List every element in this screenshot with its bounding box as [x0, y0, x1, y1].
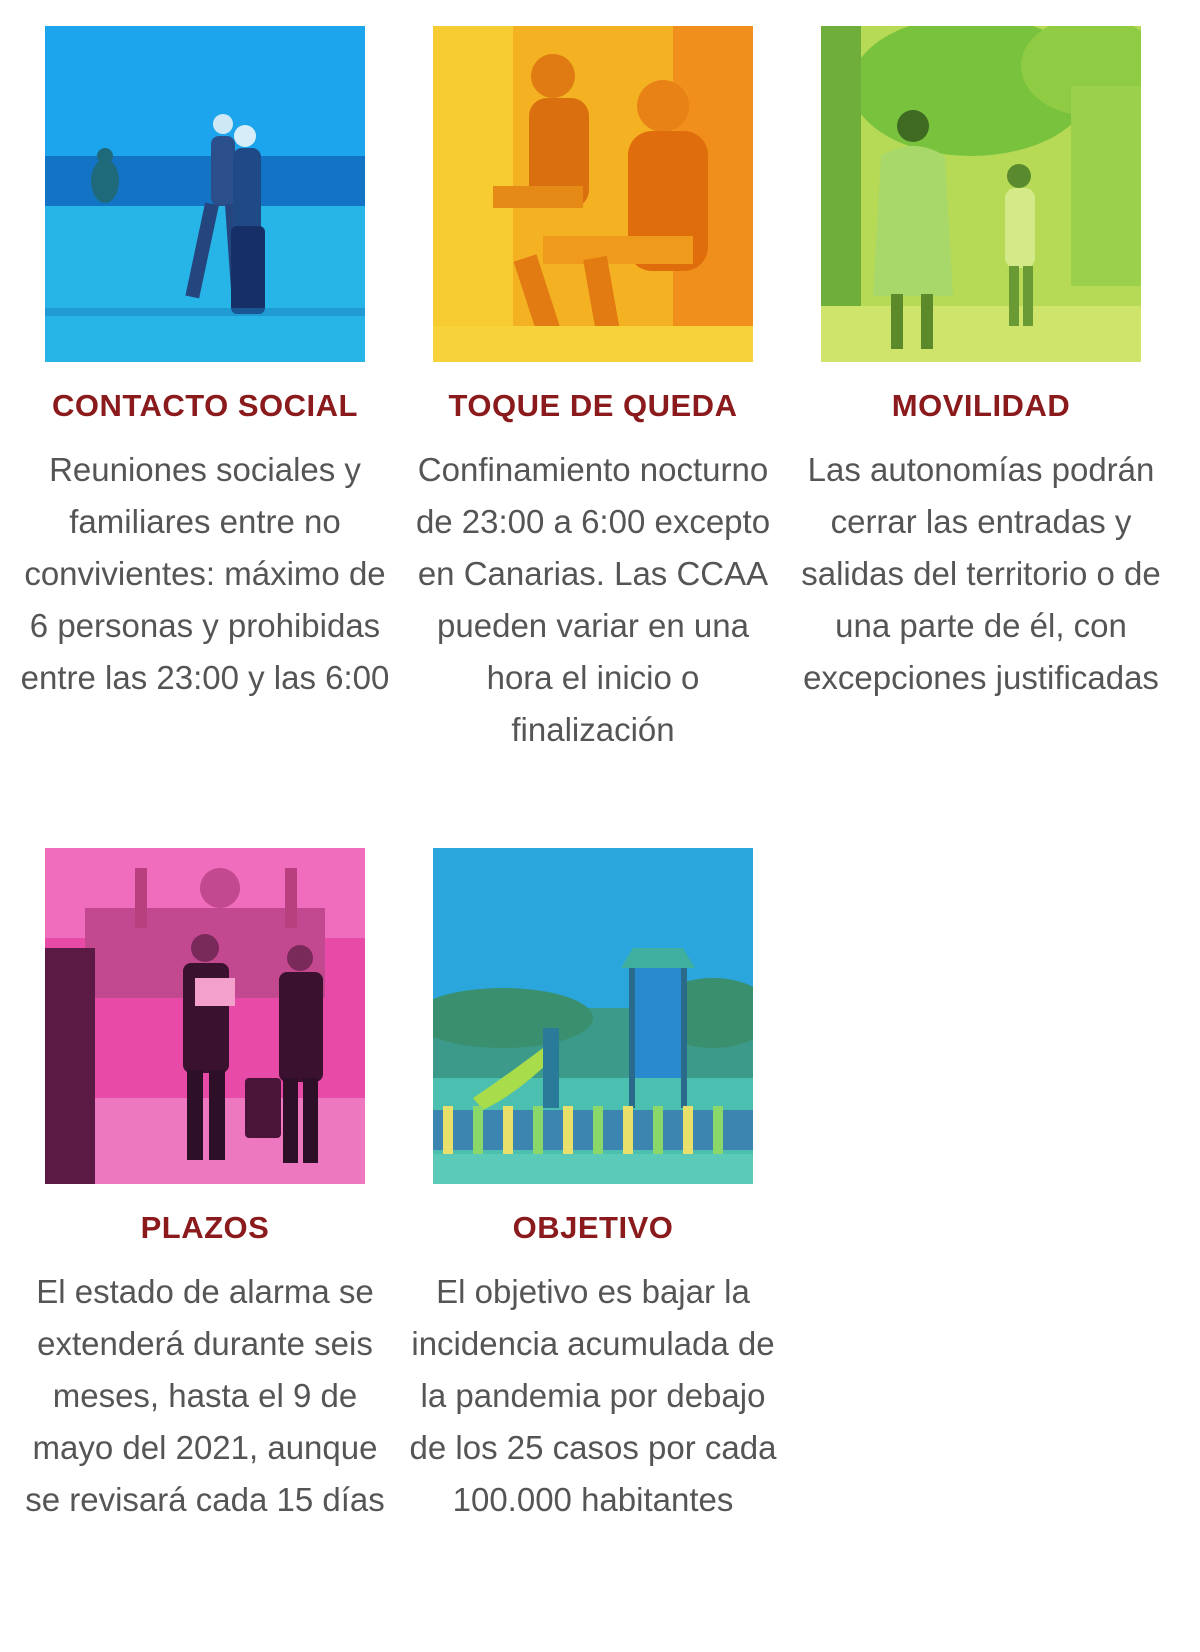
- photo-playground: [433, 848, 753, 1184]
- card-title: TOQUE DE QUEDA: [448, 388, 738, 423]
- card-title: CONTACTO SOCIAL: [51, 388, 358, 423]
- photo-seniors-bench: [433, 26, 753, 362]
- card-contacto-social: [10, 26, 400, 704]
- card-description: El objetivo es bajar la incidencia acumulada de la pandemia por debajo de los 25 casos por cada 100.000 habitantes: [409, 1273, 777, 1518]
- photo-business-people: [45, 848, 365, 1184]
- card-title: MOVILIDAD: [891, 388, 1071, 423]
- card-title: PLAZOS: [140, 1210, 270, 1245]
- playground-image: [433, 848, 753, 1184]
- card-description: Reuniones sociales y familiares entre no convivientes: máximo de 6 personas y prohibidas entre las 23:00 y las 6:00: [20, 451, 390, 696]
- card-title: OBJETIVO: [512, 1210, 674, 1245]
- business-people-image: [45, 848, 365, 1184]
- seniors-bench-image: [433, 26, 753, 362]
- photo-street-market: [821, 26, 1141, 362]
- couple-beach-image: [45, 26, 365, 362]
- street-market-image: [821, 26, 1141, 362]
- card-description: Confinamiento nocturno de 23:00 a 6:00 excepto en Canarias. Las CCAA pueden variar en una hora el inicio o finalización: [415, 451, 771, 748]
- card-toque-de-queda: [398, 26, 788, 756]
- card-objetivo: [398, 848, 788, 1526]
- card-description: Las autonomías podrán cerrar las entradas y salidas del territorio o de una parte de él, con excepciones justificadas: [801, 451, 1161, 696]
- card-plazos: [10, 848, 400, 1526]
- photo-couple-beach: [45, 26, 365, 362]
- card-description: El estado de alarma se extenderá durante seis meses, hasta el 9 de mayo del 2021, aunque se revisará cada 15 días: [25, 1273, 385, 1518]
- card-movilidad: [786, 26, 1176, 704]
